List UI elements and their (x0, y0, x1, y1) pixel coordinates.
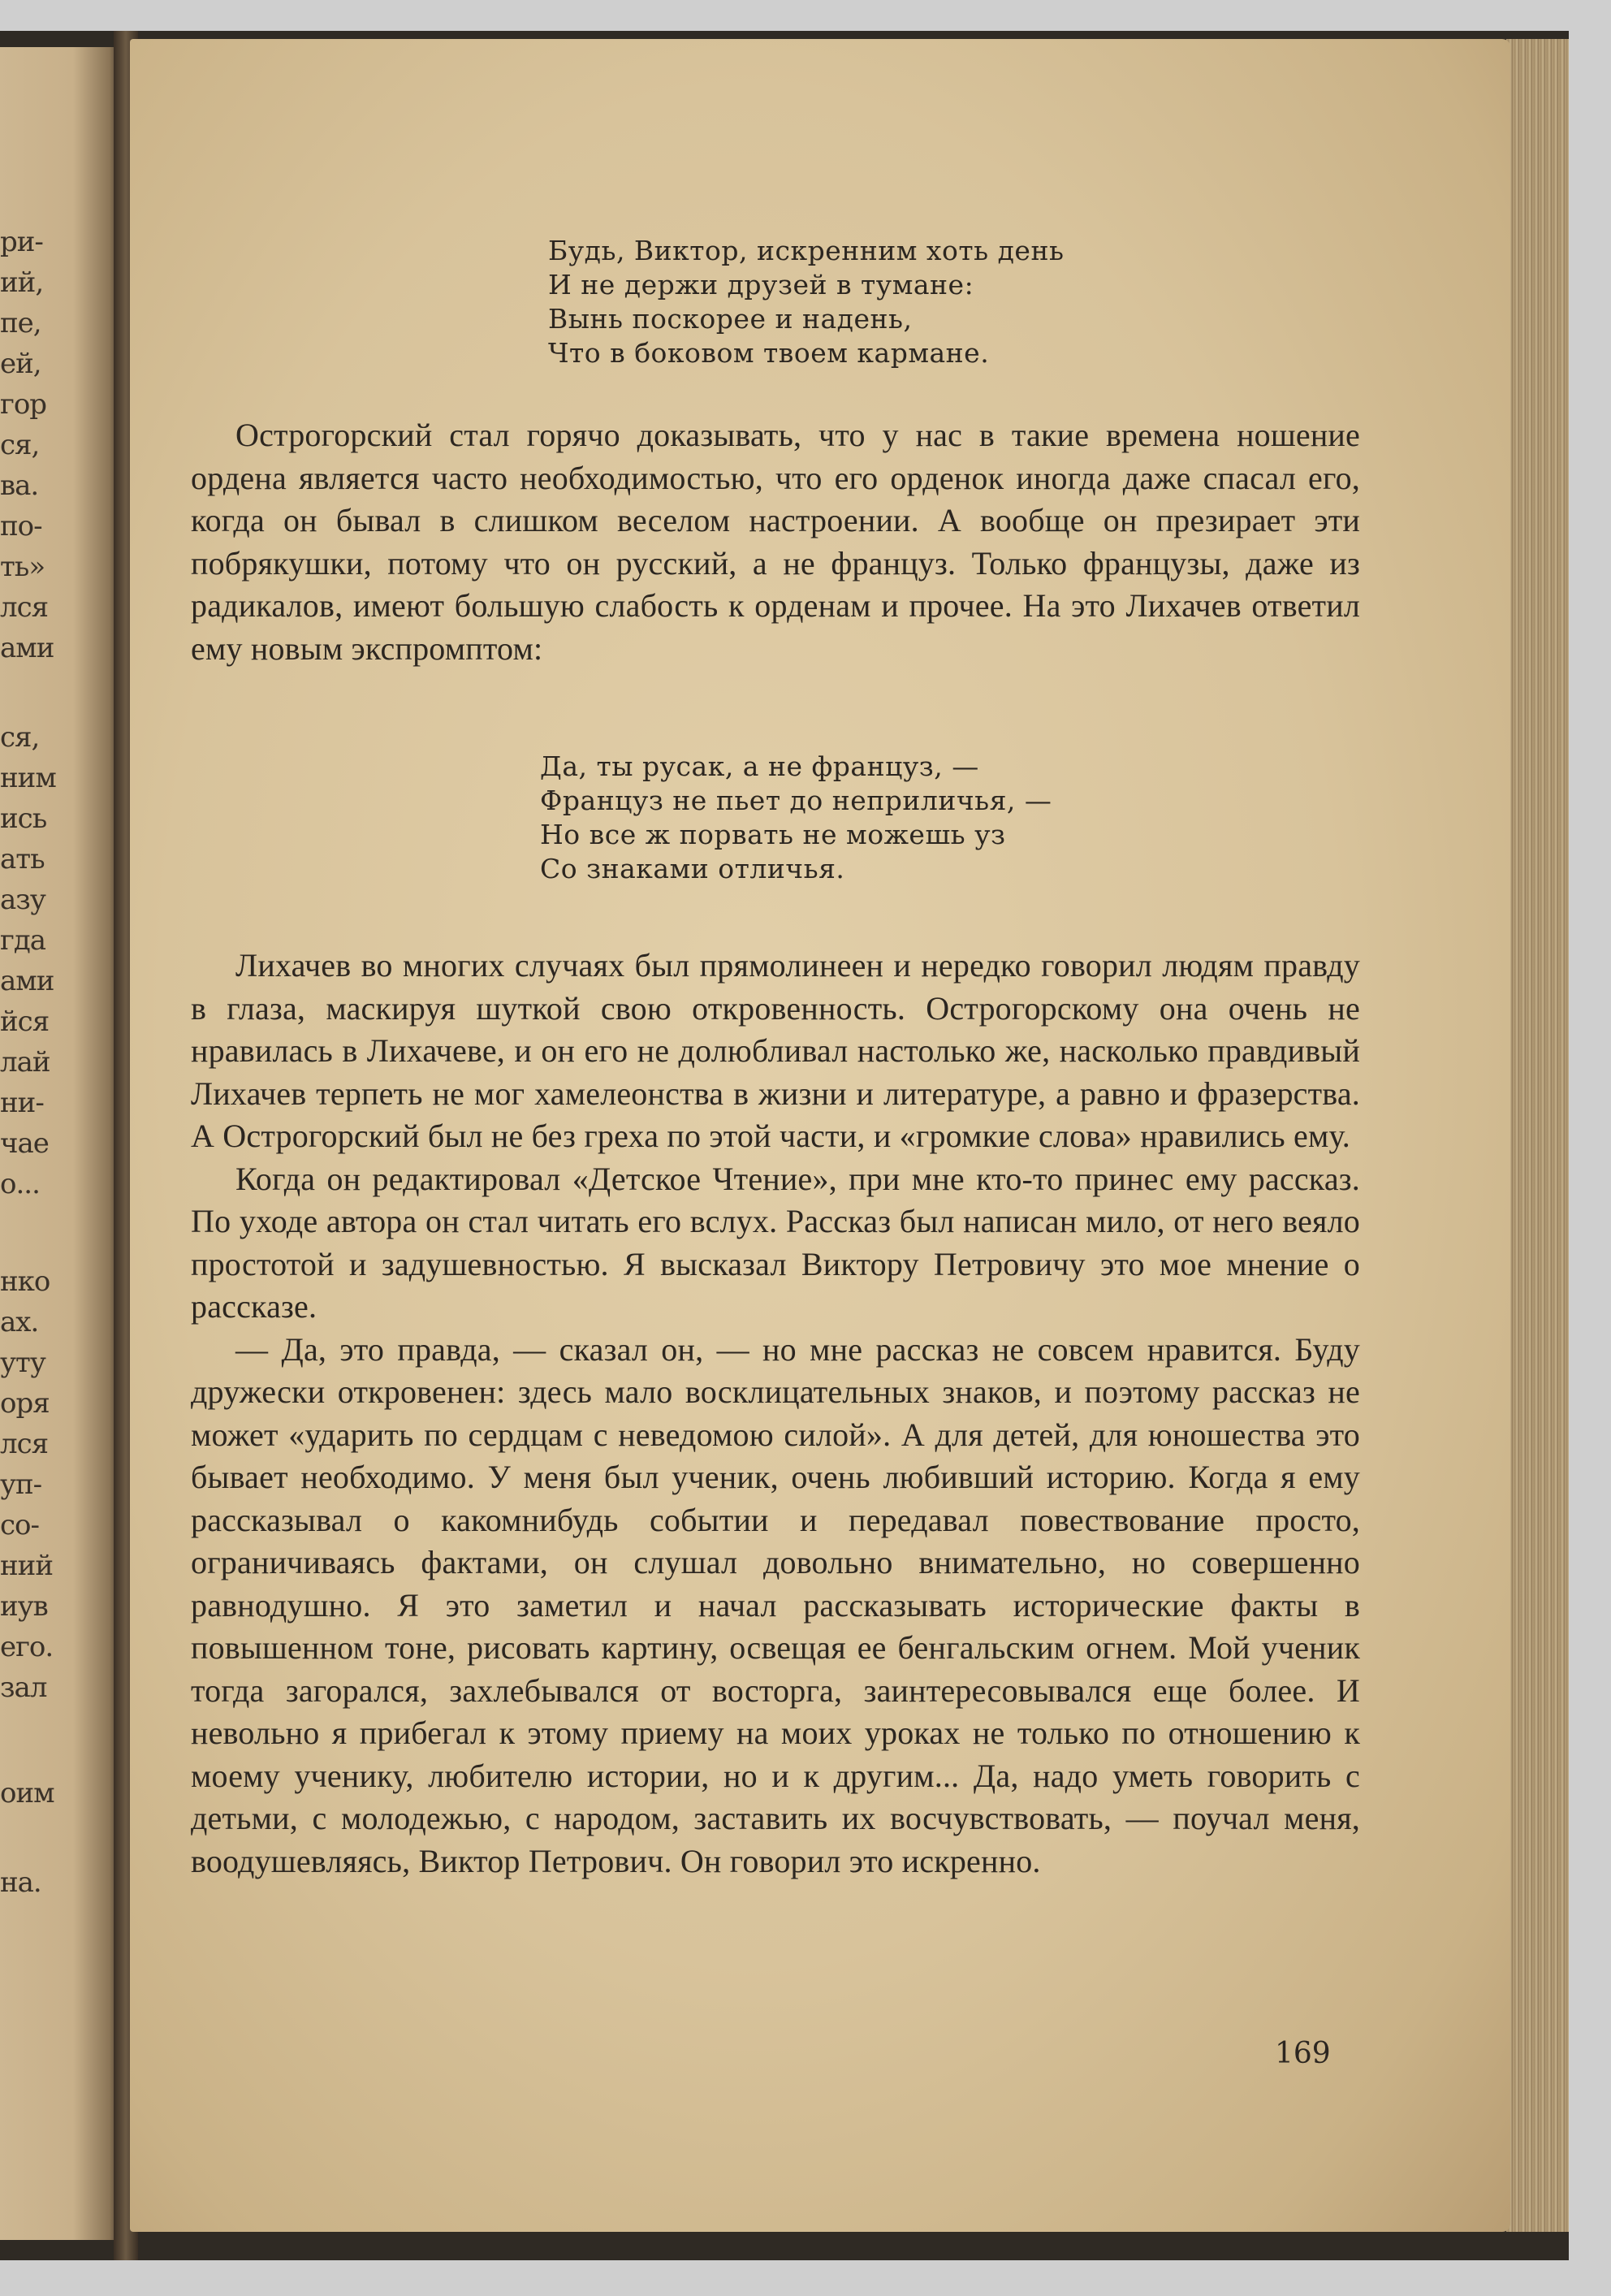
left-page-fragment: его. (0, 1631, 54, 1663)
left-page-fragment: лся (0, 591, 49, 624)
left-page-fragment: лай (0, 1046, 50, 1079)
paragraph-1 (191, 414, 1360, 670)
left-page-fragment: чае (0, 1127, 49, 1160)
left-page-fragment: ний (0, 1550, 53, 1582)
verse-line: Что в боковом твоем кармане. (548, 337, 990, 369)
left-page-fragment: уту (0, 1347, 45, 1379)
left-page-fragment: ри- (0, 226, 43, 258)
left-page-fragment: ей, (0, 348, 41, 380)
left-page-fragment: азу (0, 884, 45, 916)
left-page-fragment: ами (0, 965, 54, 997)
left-page-fragment: гда (0, 924, 46, 957)
left-page-fragment: пе, (0, 307, 41, 339)
verse-line: И не держи друзей в тумане: (548, 269, 974, 301)
paragraphs-2-4 (191, 945, 1360, 1883)
verse-epigram-1 (548, 234, 1279, 370)
left-page-fragment: уп- (0, 1468, 42, 1501)
left-page-fragment: оря (0, 1387, 50, 1420)
verse-line: Будь, Виктор, искренним хоть день (548, 235, 1065, 266)
left-page-fragment: иув (0, 1590, 48, 1623)
left-page-fragment: ся, (0, 721, 40, 754)
verse-line: Да, ты русак, а не француз, — (540, 750, 979, 782)
left-page-fragment: ни- (0, 1087, 44, 1119)
left-page-fragment: ать (0, 843, 45, 876)
left-page-fragment: о... (0, 1168, 40, 1200)
left-page-fragment: гор (0, 388, 47, 421)
page-edges (1506, 39, 1569, 2232)
right-page (130, 39, 1510, 2232)
left-page-fragment: ся, (0, 429, 40, 461)
verse-line: Вынь поскорее и надень, (548, 303, 913, 335)
page-number: 169 (1275, 2037, 1331, 2070)
left-page-fragment: ним (0, 762, 56, 794)
verse-epigram-2 (540, 750, 1271, 886)
book-scan (0, 31, 1569, 2260)
left-page-fragment: ах. (0, 1306, 39, 1338)
left-page-fragment: ами (0, 632, 54, 664)
verse-line: Француз не пьет до неприличья, — (540, 785, 1052, 816)
left-page-fragment: лся (0, 1428, 49, 1460)
left-page-fragment: ть» (0, 551, 45, 583)
verse-line: Но все ж порвать не можешь уз (540, 819, 1006, 850)
left-facing-page (0, 47, 122, 2240)
left-page-fragment: ий, (0, 266, 44, 299)
left-page-fragment: оим (0, 1777, 54, 1810)
left-page-fragment: ва. (0, 469, 39, 502)
left-page-fragment: на. (0, 1866, 41, 1899)
paragraph-3: Когда он редактировал «Детское Чтение», при мне кто-то принес ему рассказ. По уходе автора он стал читать его вслух. Рассказ был написан мило, от него веяло простотой и задушевностью. Я высказал Виктору Петровичу это мое мнение о рассказе. (191, 1160, 1360, 1325)
verse-line: Со знаками отличья. (540, 853, 845, 884)
paragraph-2: Лихачев во многих случаях был прямолинеен и нередко говорил людям правду в глаза, маскируя шуткой свою откровенность. Острогорскому она очень не нравилась в Лихачеве, и он его не долюбливал настолько же, насколько правдивый Лихачев терпеть не мог хамелеонства в жизни и литературе, а равно и фразерства. А Острогорский был не без греха по этой части, и «громкие слова» нравились ему. (191, 947, 1360, 1154)
left-page-fragment: со- (0, 1509, 39, 1541)
left-page-fragment: зал (0, 1671, 47, 1704)
left-page-fragment: нко (0, 1265, 50, 1298)
paragraph-text: Острогорский стал горячо доказывать, что у нас в такие времена ношение ордена является часто необходимостью, что его орденок иногда даже спасал его, когда он бывал в слишком веселом настроении. А вообще он презирает эти побрякушки, потому что он русский, а не француз. Только французы, даже из радикалов, имеют большую слабость к орденам и прочее. На это Лихачев ответил ему новым экспромптом: (191, 417, 1360, 667)
left-page-fragment: йся (0, 1005, 50, 1038)
paragraph-4: — Да, это правда, — сказал он, — но мне рассказ не совсем нравится. Буду дружески откровенен: здесь мало восклицательных знаков, и поэтому рассказ не может «ударить по сердцам с неведомою силой». А для детей, для юношества это бывает необходимо. У меня был ученик, очень любивший историю. Когда я ему рассказывал о какомнибудь событии и передавал повествование просто, ограничиваясь фактами, он слушал довольно внимательно, но совершенно равнодушно. Я это заметил и начал рассказывать исторические факты в повышенном тоне, рисовать картину, освещая ее бенгальским огнем. Мой ученик тогда загорался, захлебывался от восторга, заинтересовывался еще более. И невольно я прибегал к этому приему на моих уроках не только по отношению к моему ученику, любителю истории, но и к другим... Да, надо уметь говорить с детьми, с молодежью, с народом, заставить их восчувствовать, — поучал меня, воодушевляясь, Виктор Петрович. Он говорил это искренно. (191, 1330, 1360, 1879)
left-page-fragment: ись (0, 802, 47, 835)
left-page-fragment: по- (0, 510, 42, 543)
